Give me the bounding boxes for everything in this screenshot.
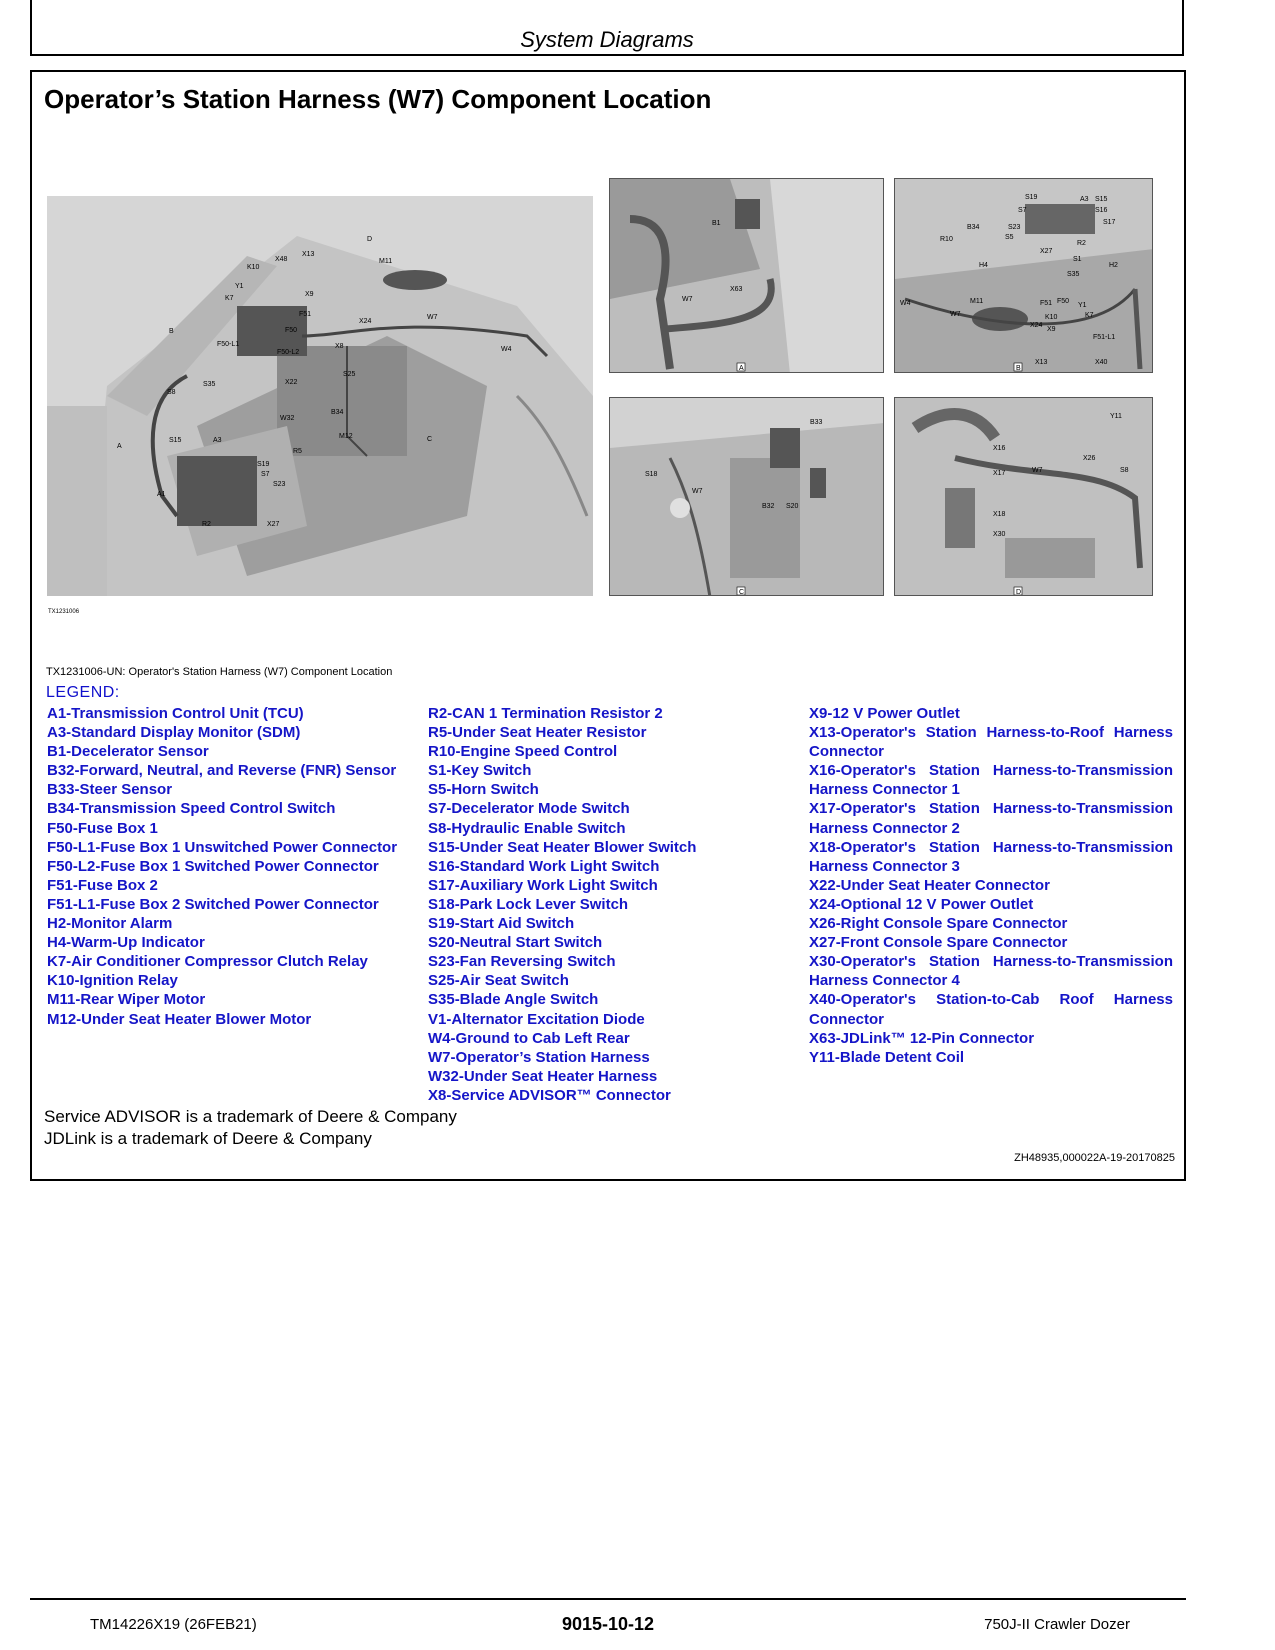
svg-text:Y11: Y11 [1110, 413, 1122, 420]
legend-item: F50-L1-Fuse Box 1 Unswitched Power Connector [47, 838, 398, 856]
svg-text:X24: X24 [359, 318, 372, 325]
svg-text:S15: S15 [169, 437, 182, 444]
svg-text:A3: A3 [1080, 196, 1089, 203]
legend-item: K7-Air Conditioner Compressor Clutch Relay [47, 953, 368, 971]
legend-heading: LEGEND: [46, 684, 120, 701]
svg-text:B34: B34 [967, 224, 980, 231]
svg-text:F50-L2: F50-L2 [277, 349, 300, 356]
svg-text:B32: B32 [762, 503, 775, 510]
footer-page-number: 9015-10-12 [561, 1614, 655, 1634]
section-title: Operator’s Station Harness (W7) Component Location [44, 84, 712, 114]
svg-text:B1: B1 [712, 220, 721, 227]
page-header-title: System Diagrams [520, 27, 694, 52]
svg-text:A3: A3 [213, 437, 222, 444]
svg-text:X48: X48 [275, 256, 288, 263]
figure-caption: TX1231006-UN: Operator's Station Harness (W7) Component Location [46, 666, 393, 678]
footer-rule [30, 1598, 1186, 1600]
legend-item: S8-Hydraulic Enable Switch [428, 819, 626, 837]
legend-item: M11-Rear Wiper Motor [47, 991, 206, 1009]
svg-text:X18: X18 [993, 511, 1006, 518]
legend-item: K10-Ignition Relay [47, 972, 178, 990]
figure-id: TX1231006 [48, 609, 80, 615]
svg-text:X9: X9 [1047, 326, 1056, 333]
svg-text:K7: K7 [1085, 312, 1094, 319]
svg-text:X27: X27 [267, 521, 280, 528]
legend-item: S15-Under Seat Heater Blower Switch [428, 838, 697, 856]
panel-c-tag: C [739, 589, 745, 596]
legend-item: X24-Optional 12 V Power Outlet [809, 895, 1034, 913]
svg-text:X13: X13 [1035, 359, 1048, 366]
svg-text:M11: M11 [379, 258, 393, 265]
svg-text:S35: S35 [203, 381, 216, 388]
trademark-line: Service ADVISOR is a trademark of Deere & Company [44, 1107, 457, 1126]
legend-item: X22-Under Seat Heater Connector [809, 876, 1050, 894]
legend-item: S16-Standard Work Light Switch [428, 857, 660, 875]
trademark-line: JDLink is a trademark of Deere & Company [44, 1129, 372, 1148]
legend-item: X63-JDLink™ 12-Pin Connector [809, 1029, 1035, 1047]
svg-text:W4: W4 [501, 346, 512, 353]
svg-text:X9: X9 [305, 291, 314, 298]
svg-text:X63: X63 [730, 286, 743, 293]
svg-text:W7: W7 [692, 488, 703, 495]
reference-code: ZH48935,000022A-19-20170825 [1014, 1152, 1175, 1164]
svg-text:F51: F51 [1040, 300, 1053, 307]
legend-item: R2-CAN 1 Termination Resistor 2 [428, 705, 663, 722]
svg-text:S35: S35 [1067, 271, 1080, 278]
svg-text:S18: S18 [645, 471, 658, 478]
legend-item: X30-Operator's Station Harness-to-Transmission Harness Connector 4 [809, 953, 1173, 990]
legend-item: S7-Decelerator Mode Switch [428, 800, 630, 818]
detail-panel-b [894, 178, 1153, 373]
svg-text:S7: S7 [1018, 207, 1027, 214]
svg-text:S23: S23 [1008, 224, 1021, 231]
legend-item: S23-Fan Reversing Switch [428, 953, 616, 971]
legend-item: R10-Engine Speed Control [428, 743, 618, 761]
svg-text:A: A [117, 443, 122, 450]
legend-item: B1-Decelerator Sensor [47, 743, 209, 761]
svg-text:B33: B33 [810, 419, 823, 426]
svg-text:F51: F51 [299, 311, 312, 318]
svg-text:X8: X8 [335, 343, 344, 350]
legend-item: B34-Transmission Speed Control Switch [47, 800, 336, 818]
svg-text:S20: S20 [786, 503, 799, 510]
svg-text:B: B [169, 328, 174, 335]
svg-text:F50: F50 [285, 327, 298, 334]
svg-text:X26: X26 [1083, 455, 1096, 462]
legend-item: F51-L1-Fuse Box 2 Switched Power Connector [47, 895, 379, 913]
svg-text:W7: W7 [950, 311, 961, 318]
svg-text:W32: W32 [280, 415, 295, 422]
svg-text:X30: X30 [993, 531, 1006, 538]
legend-column-2 [428, 704, 792, 1105]
legend-item: X18-Operator's Station Harness-to-Transmission Harness Connector 3 [809, 838, 1173, 875]
svg-text:H4: H4 [979, 262, 988, 269]
legend-column-1 [47, 704, 411, 1029]
svg-text:B34: B34 [331, 409, 344, 416]
legend-item: H2-Monitor Alarm [47, 915, 173, 933]
legend-item: X16-Operator's Station Harness-to-Transmission Harness Connector 1 [809, 762, 1173, 799]
svg-text:H2: H2 [1109, 262, 1118, 269]
panel-b-tag: B [1016, 365, 1021, 372]
legend-item: X27-Front Console Spare Connector [809, 934, 1068, 952]
legend-item: X8-Service ADVISOR™ Connector [428, 1086, 671, 1104]
svg-text:F51-L1: F51-L1 [1093, 334, 1116, 341]
legend-item: S25-Air Seat Switch [428, 972, 569, 990]
svg-text:S8: S8 [167, 389, 176, 396]
svg-text:K7: K7 [225, 295, 234, 302]
svg-text:X16: X16 [993, 445, 1006, 452]
detail-panel-c [609, 397, 884, 596]
svg-text:K10: K10 [247, 264, 260, 271]
svg-text:M11: M11 [970, 298, 984, 305]
legend-item: S1-Key Switch [428, 762, 532, 780]
detail-panel-c-drawing [610, 398, 884, 596]
legend-item: V1-Alternator Excitation Diode [428, 1010, 645, 1028]
svg-text:S1: S1 [1073, 256, 1082, 263]
legend-item: W32-Under Seat Heater Harness [428, 1067, 658, 1085]
legend-item: B33-Steer Sensor [47, 781, 173, 799]
svg-text:W7: W7 [682, 296, 693, 303]
svg-text:S25: S25 [343, 371, 356, 378]
legend-column-3 [809, 704, 1173, 1067]
svg-text:W4: W4 [900, 300, 911, 307]
svg-text:R2: R2 [1077, 240, 1086, 247]
svg-text:X24: X24 [1030, 322, 1043, 329]
legend-item: X13-Operator's Station Harness-to-Roof Harness Connector [809, 724, 1173, 761]
main-illustration [47, 196, 593, 596]
svg-text:R10: R10 [940, 236, 953, 243]
svg-text:Y1: Y1 [235, 283, 244, 290]
svg-text:Y1: Y1 [1078, 302, 1087, 309]
detail-panel-d-drawing [895, 398, 1153, 596]
legend-item: S18-Park Lock Lever Switch [428, 895, 629, 913]
svg-text:W7: W7 [1032, 467, 1043, 474]
detail-panel-d [894, 397, 1153, 596]
legend-item: A3-Standard Display Monitor (SDM) [47, 724, 301, 742]
detail-panel-a [609, 178, 884, 373]
svg-text:C: C [427, 436, 433, 443]
svg-text:X40: X40 [1095, 359, 1108, 366]
svg-text:K10: K10 [1045, 314, 1058, 321]
legend-item: F51-Fuse Box 2 [47, 876, 158, 894]
svg-text:F50: F50 [1057, 298, 1070, 305]
panel-d-tag: D [1016, 589, 1022, 596]
legend-item: F50-Fuse Box 1 [47, 819, 158, 837]
legend-item: M12-Under Seat Heater Blower Motor [47, 1010, 312, 1028]
svg-text:S8: S8 [1120, 467, 1129, 474]
detail-panel-b-drawing [895, 179, 1153, 373]
legend-item: W7-Operator’s Station Harness [428, 1048, 650, 1066]
svg-text:X13: X13 [302, 251, 315, 258]
main-illustration-drawing [47, 196, 593, 596]
svg-text:S15: S15 [1095, 196, 1108, 203]
detail-panel-a-drawing [610, 179, 884, 373]
legend-item: A1-Transmission Control Unit (TCU) [47, 705, 304, 722]
svg-text:M12: M12 [339, 433, 353, 440]
svg-text:R5: R5 [293, 448, 302, 455]
legend-item: X26-Right Console Spare Connector [809, 915, 1068, 933]
legend-item: B32-Forward, Neutral, and Reverse (FNR) Sensor [47, 762, 397, 780]
legend-item: S19-Start Aid Switch [428, 915, 575, 933]
svg-text:S19: S19 [257, 461, 270, 468]
svg-text:S19: S19 [1025, 194, 1038, 201]
svg-text:W7: W7 [427, 314, 438, 321]
svg-text:X27: X27 [1040, 248, 1053, 255]
legend-item: S20-Neutral Start Switch [428, 934, 603, 952]
legend-item: F50-L2-Fuse Box 1 Switched Power Connector [47, 857, 379, 875]
svg-text:S5: S5 [1005, 234, 1014, 241]
svg-text:X22: X22 [285, 379, 298, 386]
legend-item: W4-Ground to Cab Left Rear [428, 1029, 630, 1047]
legend-item: R5-Under Seat Heater Resistor [428, 724, 647, 742]
legend-item: S17-Auxiliary Work Light Switch [428, 876, 658, 894]
svg-text:S17: S17 [1103, 219, 1116, 226]
legend-item: X17-Operator's Station Harness-to-Transmission Harness Connector 2 [809, 800, 1173, 837]
svg-text:D: D [367, 236, 373, 243]
footer-manual-id: TM14226X19 (26FEB21) [90, 1616, 257, 1633]
svg-text:X17: X17 [993, 470, 1006, 477]
legend-item: S5-Horn Switch [428, 781, 539, 799]
legend-item: H4-Warm-Up Indicator [47, 934, 205, 952]
legend-item: S35-Blade Angle Switch [428, 991, 599, 1009]
legend-item: X40-Operator's Station-to-Cab Roof Harness Connector [809, 991, 1173, 1028]
svg-text:R2: R2 [202, 521, 211, 528]
legend-item: Y11-Blade Detent Coil [809, 1048, 965, 1066]
svg-text:S16: S16 [1095, 207, 1108, 214]
legend-item: X9-12 V Power Outlet [809, 705, 960, 722]
panel-a-tag: A [739, 365, 744, 372]
svg-text:S23: S23 [273, 481, 286, 488]
svg-text:F50-L1: F50-L1 [217, 341, 240, 348]
svg-text:A1: A1 [157, 491, 166, 498]
footer-machine-name: 750J-II Crawler Dozer [984, 1616, 1130, 1633]
svg-text:S7: S7 [261, 471, 270, 478]
